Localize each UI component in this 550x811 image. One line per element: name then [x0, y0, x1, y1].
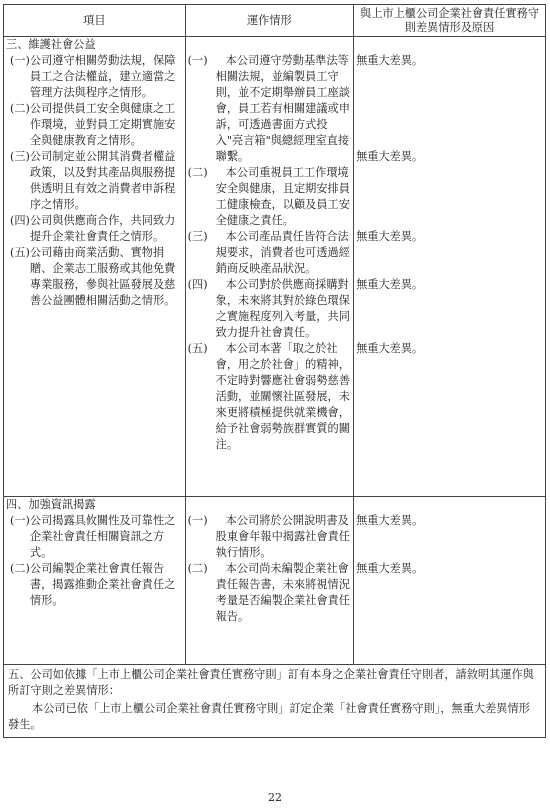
- list-item: (五) 公司藉由商業活動、實物捐贈、企業志工服務或其他免費專業服務，參與社區發展及慈善公益團體相關活動之情形。: [10, 246, 176, 307]
- difference-text: 無重大差異。: [356, 230, 424, 243]
- section3-differences: [354, 37, 546, 497]
- difference-text: 無重大差異。: [356, 562, 424, 575]
- list-item: (二) 公司提供員工安全與健康之工作環境，並對員工定期實施安全與健康教育之情形。: [10, 102, 176, 147]
- section4-differences: [354, 497, 546, 665]
- list-item: (二) 公司編製企業社會責任報告書，揭露推動企業社會責任之情形。: [10, 562, 176, 607]
- section4-row: [4, 497, 546, 665]
- section5-answer: 本公司已依「上市上櫃公司企業社會責任實務守則」訂定企業「社會責任實務守則」，無重大差異情形發生。: [8, 702, 530, 731]
- csr-table: [3, 4, 546, 738]
- header-operation: 運作情形: [185, 5, 353, 37]
- section4-operations: [185, 497, 353, 665]
- table-header-row: [4, 5, 546, 37]
- operation-item: (二) 本公司重視員工工作環境安全與健康，且定期安排員工健康檢查，以顧及員工安全健康之責任。: [187, 166, 350, 227]
- difference-text: 無重大差異。: [356, 514, 424, 527]
- section3-items: [4, 37, 186, 497]
- section3-operations: [185, 37, 353, 497]
- section4-title: 四、加強資訊揭露: [6, 498, 96, 511]
- list-item: (一) 公司遵守相關勞動法規，保障員工之合法權益，建立適當之管理方法與程序之情形。: [10, 54, 176, 99]
- operation-item: (一) 本公司遵守勞動基準法等相關法規，並編製員工守則，並不定期舉辦員工座談會，員工若有相關建議或申訴，可透過書面方式投入"亮言箱"與總經理室直接聯繫。: [187, 54, 350, 163]
- section3-row: [4, 37, 546, 497]
- operation-item: (五) 本公司本著「取之於社會，用之於社會」的精神，不定時對響應社會弱勢慈善活動，並關懷社區發展，未來更將積極提供就業機會，給予社會弱勢族群實質的關注。: [187, 342, 350, 451]
- section5-cell: [4, 665, 546, 738]
- list-item: (一) 公司揭露具攸關性及可靠性之企業社會責任相關資訊之方式。: [10, 514, 176, 559]
- operation-item: (一) 本公司將於公開說明書及股東會年報中揭露社會責任執行情形。: [187, 514, 350, 559]
- difference-text: 無重大差異。: [356, 150, 424, 163]
- section5-row: [4, 665, 546, 738]
- header-item: 項目: [4, 5, 186, 37]
- difference-text: 無重大差異。: [356, 278, 424, 291]
- difference-text: 無重大差異。: [356, 342, 424, 355]
- operation-item: (二) 本公司尚未編製企業社會責任報告書，未來將視情況考量是否編製企業社會責任報告。: [187, 562, 350, 623]
- operation-item: (四) 本公司對於供應商採購對象，未來將其對於綠色環保之實施程度列入考量，共同致力提升社會責任。: [187, 278, 350, 339]
- section5-question: 五、公司如依據「上市上櫃公司企業社會責任實務守則」訂有本身之企業社會責任守則者，請敘明其運作與所訂守則之差異情形：: [8, 668, 534, 697]
- operation-item: (三) 本公司產品責任皆符合法規要求，消費者也可透過經銷商反映產品狀況。: [187, 230, 350, 275]
- page-number: 22: [268, 791, 282, 804]
- list-item: (四) 公司與供應商合作，共同致力提升企業社會責任之情形。: [10, 214, 176, 243]
- difference-text: 無重大差異。: [356, 54, 424, 67]
- section3-title: 三、維護社會公益: [6, 38, 96, 51]
- list-item: (三) 公司制定並公開其消費者權益政策，以及對其產品與服務提供透明且有效之消費者申訴程序之情形。: [10, 150, 176, 211]
- section4-items: [4, 497, 186, 665]
- header-difference: 與上市上櫃公司企業社會責任實務守則差異情形及原因: [354, 5, 546, 37]
